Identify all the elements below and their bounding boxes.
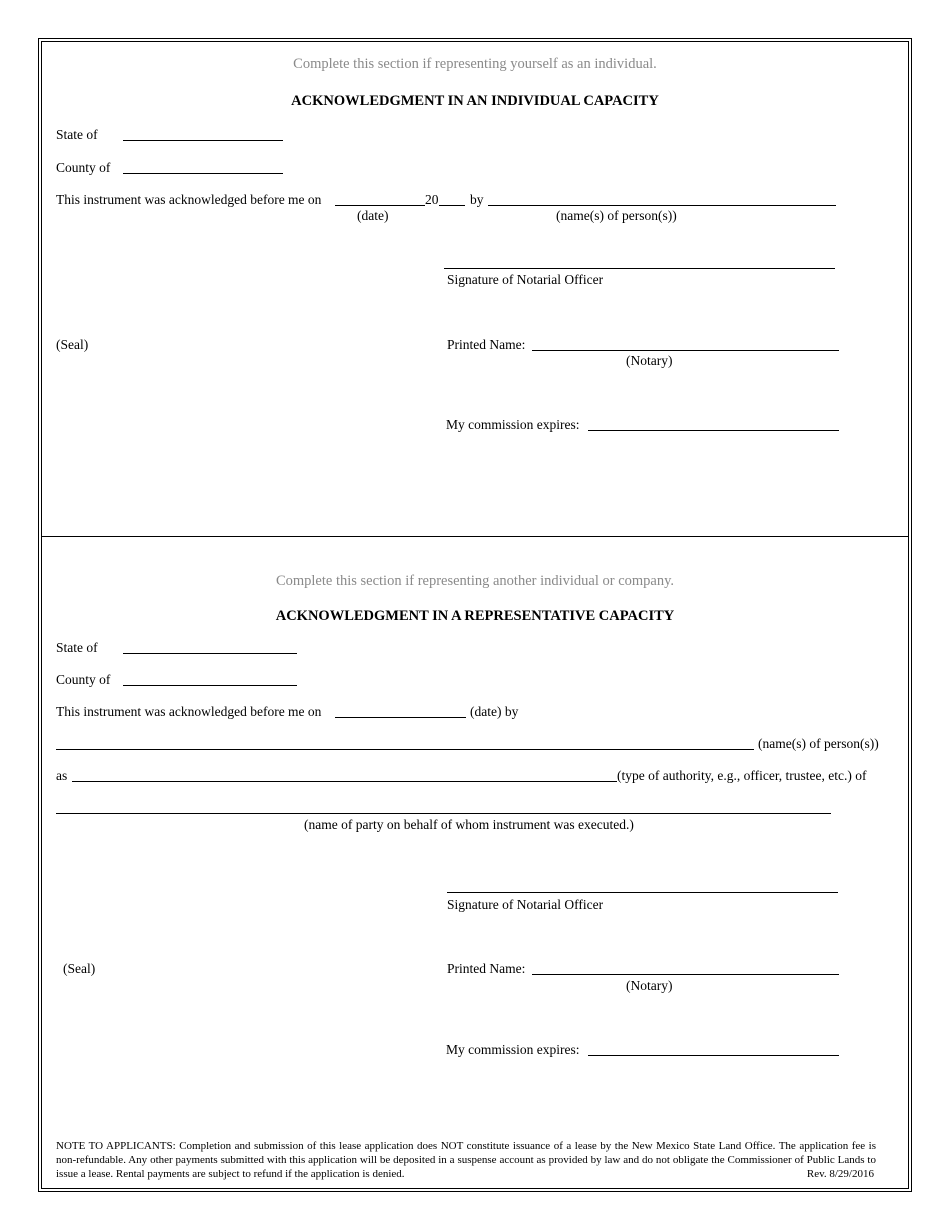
- individual-hint: Complete this section if representing yourself as an individual.: [293, 56, 657, 72]
- printed-name-label: Printed Name:: [447, 337, 526, 352]
- printed-name-field[interactable]: [532, 974, 839, 975]
- representative-heading: ACKNOWLEDGMENT IN A REPRESENTATIVE CAPACITY: [275, 608, 675, 624]
- party-caption: (name of party on behalf of whom instrument was executed.): [304, 817, 634, 832]
- authority-caption: (type of authority, e.g., officer, trustee, etc.) of: [617, 768, 867, 783]
- commission-field[interactable]: [588, 1055, 839, 1056]
- date-caption: (date): [357, 208, 389, 223]
- printed-name-label: Printed Name:: [447, 961, 526, 976]
- revision-date: Rev. 8/29/2016: [806, 1168, 874, 1180]
- county-field[interactable]: [123, 173, 283, 174]
- party-field[interactable]: [56, 813, 831, 814]
- notary-caption: (Notary): [626, 978, 673, 993]
- names-field[interactable]: [56, 749, 754, 750]
- commission-label: My commission expires:: [446, 1042, 580, 1057]
- representative-hint: Complete this section if representing another individual or company.: [275, 573, 675, 589]
- as-label: as: [56, 768, 68, 783]
- names-caption: (name(s) of person(s)): [758, 736, 879, 751]
- names-caption: (name(s) of person(s)): [556, 208, 677, 223]
- county-field[interactable]: [123, 685, 297, 686]
- individual-heading: ACKNOWLEDGMENT IN AN INDIVIDUAL CAPACITY: [291, 93, 659, 109]
- signature-caption: Signature of Notarial Officer: [447, 897, 604, 912]
- year-field[interactable]: [439, 205, 465, 206]
- county-label: County of: [56, 672, 111, 687]
- county-label: County of: [56, 160, 111, 175]
- applicant-note: NOTE TO APPLICANTS: Completion and submission of this lease application does NOT constitute issuance of a lease by the New Mexico State Land Office. The application fee is non-refundable. Any other payments submitted with this application will be deposited in a suspense account as provided by law and do not obligate the Commissioner of Public Lands to issue a lease. Rental payments are subject to refund if the application is denied.: [56, 1140, 876, 1180]
- date-by-label: (date) by: [470, 704, 519, 719]
- printed-name-field[interactable]: [532, 350, 839, 351]
- section-divider: [41, 536, 909, 537]
- acknowledgment-text: This instrument was acknowledged before me on: [56, 704, 322, 719]
- date-field[interactable]: [335, 205, 425, 206]
- names-field[interactable]: [488, 205, 836, 206]
- signature-line[interactable]: [444, 268, 835, 269]
- state-label: State of: [56, 127, 98, 142]
- signature-caption: Signature of Notarial Officer: [447, 272, 604, 287]
- notary-caption: (Notary): [626, 353, 673, 368]
- year-prefix: 20: [425, 192, 439, 207]
- commission-label: My commission expires:: [446, 417, 580, 432]
- authority-field[interactable]: [72, 781, 617, 782]
- date-field[interactable]: [335, 717, 466, 718]
- seal-label: (Seal): [63, 961, 96, 976]
- state-field[interactable]: [123, 140, 283, 141]
- seal-label: (Seal): [56, 337, 89, 352]
- state-field[interactable]: [123, 653, 297, 654]
- commission-field[interactable]: [588, 430, 839, 431]
- acknowledgment-text: This instrument was acknowledged before me on: [56, 192, 322, 207]
- signature-line[interactable]: [447, 892, 838, 893]
- state-label: State of: [56, 640, 98, 655]
- by-label: by: [470, 192, 484, 207]
